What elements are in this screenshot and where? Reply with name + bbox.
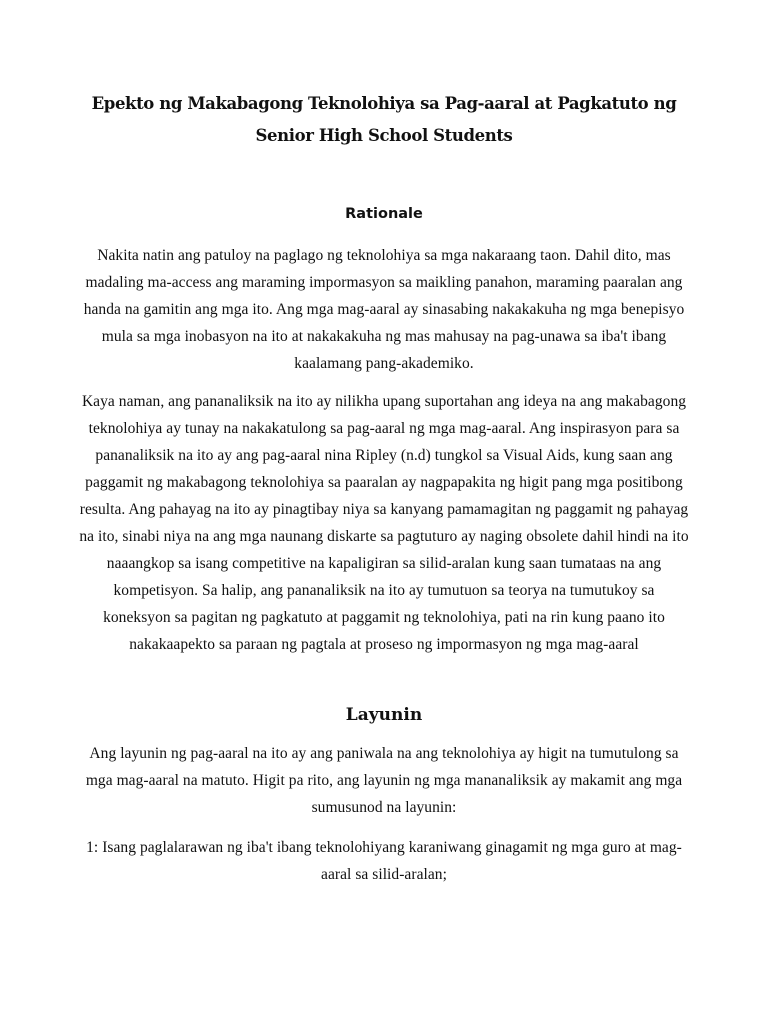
rationale-heading: Rationale <box>345 206 423 222</box>
layunin-objective-1: 1: Isang paglalarawan ng iba't ibang teknolohiyang karaniwang ginagamit ng mga guro at mag-aaral sa silid-aralan; <box>86 839 682 883</box>
layunin-paragraph-1: Ang layunin ng pag-aaral na ito ay ang paniwala na ang teknolohiya ay higit na tumutulong sa mga mag-aaral na matuto. Higit pa rito, ang layunin ng mga mananaliksik ay makamit ang mga sumusunod na layunin: <box>85 745 683 816</box>
rationale-paragraph-1: Nakita natin ang patuloy na paglago ng teknolohiya sa mga nakaraang taon. Dahil dito, mas madaling ma-access ang maraming impormasyon sa maikling panahon, maraming paaralan ang handa na gamitin ang mga ito. Ang mga mag-aaral ay sinasabing nakakakuha ng mga benepisyo mula sa mga inobasyon na ito at nakakakuha ng mas mahusay na pag-unawa sa iba't ibang kaalamang pang-akademiko. <box>83 247 685 372</box>
document-title: Epekto ng Makabagong Teknolohiya sa Pag-aaral at Pagkatuto ng Senior High School Students <box>91 94 677 145</box>
layunin-heading: Layunin <box>345 705 423 725</box>
rationale-paragraph-2: Kaya naman, ang pananaliksik na ito ay nilikha upang suportahan ang ideya na ang makabagong teknolohiya ay tunay na nakakatulong sa pag-aaral ng mga mag-aaral. Ang inspirasyon para sa pananaliksik na ito ay ang pag-aaral nina Ripley (n.d) tungkol sa Visual Aids, kung saan ang paggamit ng makabagong teknolohiya sa paaralan ay nagpapakita ng higit pang mga positibong resulta. Ang pahayag na ito ay pinagtibay niya sa kanyang pamamagitan ng paggamit ng pahayag na ito, sinabi niya na ang mga naunang diskarte sa pagtuturo ay naging obsolete dahil hindi na ito naaangkop sa isang competitive na kapaligiran sa silid-aralan kung saan tumataas na ang kompetisyon. Sa halip, ang pananaliksik na ito ay tumutuon sa teorya na tumutukoy sa koneksyon sa pagitan ng pagkatuto at paggamit ng teknolohiya, pati na rin kung paano ito nakakaapekto sa paraan ng pagtala at proseso ng impormasyon ng mga mag-aaral <box>79 393 689 653</box>
